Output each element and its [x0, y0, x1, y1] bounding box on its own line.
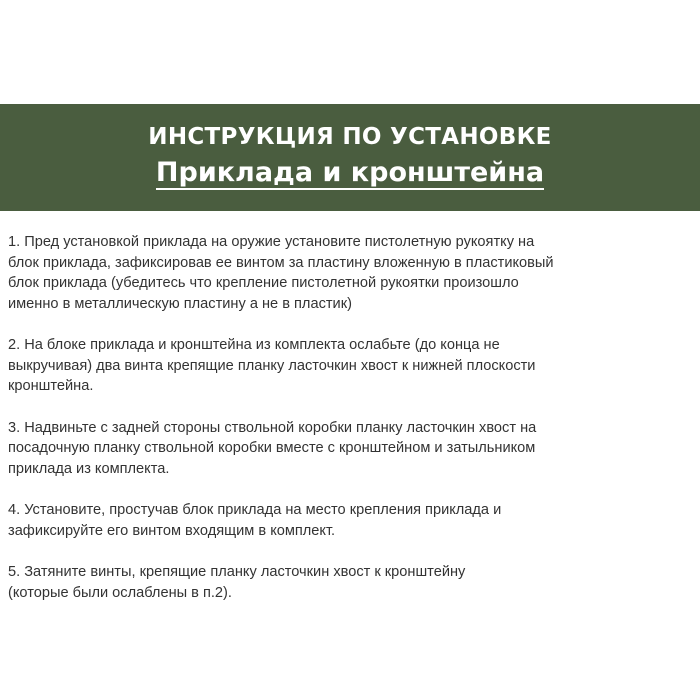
- page-title: ИНСТРУКЦИЯ ПО УСТАНОВКЕ: [148, 124, 552, 150]
- instruction-line: 2. На блоке приклада и кронштейна из комплекта ослабьте (до конца не: [8, 337, 500, 353]
- instruction-line: (которые были ослаблены в п.2).: [8, 584, 232, 601]
- instruction-line: блок приклада, зафиксировав ее винтом за пластину вложенную в пластиковый: [8, 254, 554, 271]
- instruction-line: посадочную планку ствольной коробки вместе с кронштейном и затыльником: [8, 440, 536, 456]
- instruction-line: выкручивая) два винта крепящие планку ласточкин хвост к нижней плоскости: [8, 357, 536, 374]
- page-subtitle-text: Приклада и кронштейна: [155, 157, 545, 188]
- instruction-step-2: [8, 335, 688, 397]
- instruction-line: блок приклада (убедитесь что крепление пистолетной рукоятки произошло: [8, 275, 519, 291]
- instruction-line: 4. Установите, простучав блок приклада на место крепления приклада и: [8, 502, 502, 518]
- instruction-line: зафиксируйте его винтом входящим в комплект.: [8, 522, 336, 539]
- instruction-step-1: [8, 232, 688, 314]
- instruction-line: приклада из комплекта.: [8, 460, 170, 477]
- instruction-step-3: [8, 418, 688, 480]
- instruction-line: кронштейна.: [8, 378, 94, 394]
- title-banner: [0, 104, 700, 211]
- instruction-line: 3. Надвиньте с задней стороны ствольной коробки планку ласточкин хвост на: [8, 419, 537, 436]
- instructions-body: [8, 232, 688, 624]
- instruction-step-5: [8, 562, 688, 603]
- page-subtitle: [0, 156, 700, 190]
- instruction-line: 1. Пред установкой приклада на оружие установите пистолетную рукоятку на: [8, 234, 535, 250]
- instruction-line: именно в металлическую пластину а не в пластик): [8, 295, 352, 312]
- instruction-step-4: [8, 500, 688, 541]
- instruction-line: 5. Затяните винты, крепящие планку ласточкин хвост к кронштейну: [8, 564, 466, 580]
